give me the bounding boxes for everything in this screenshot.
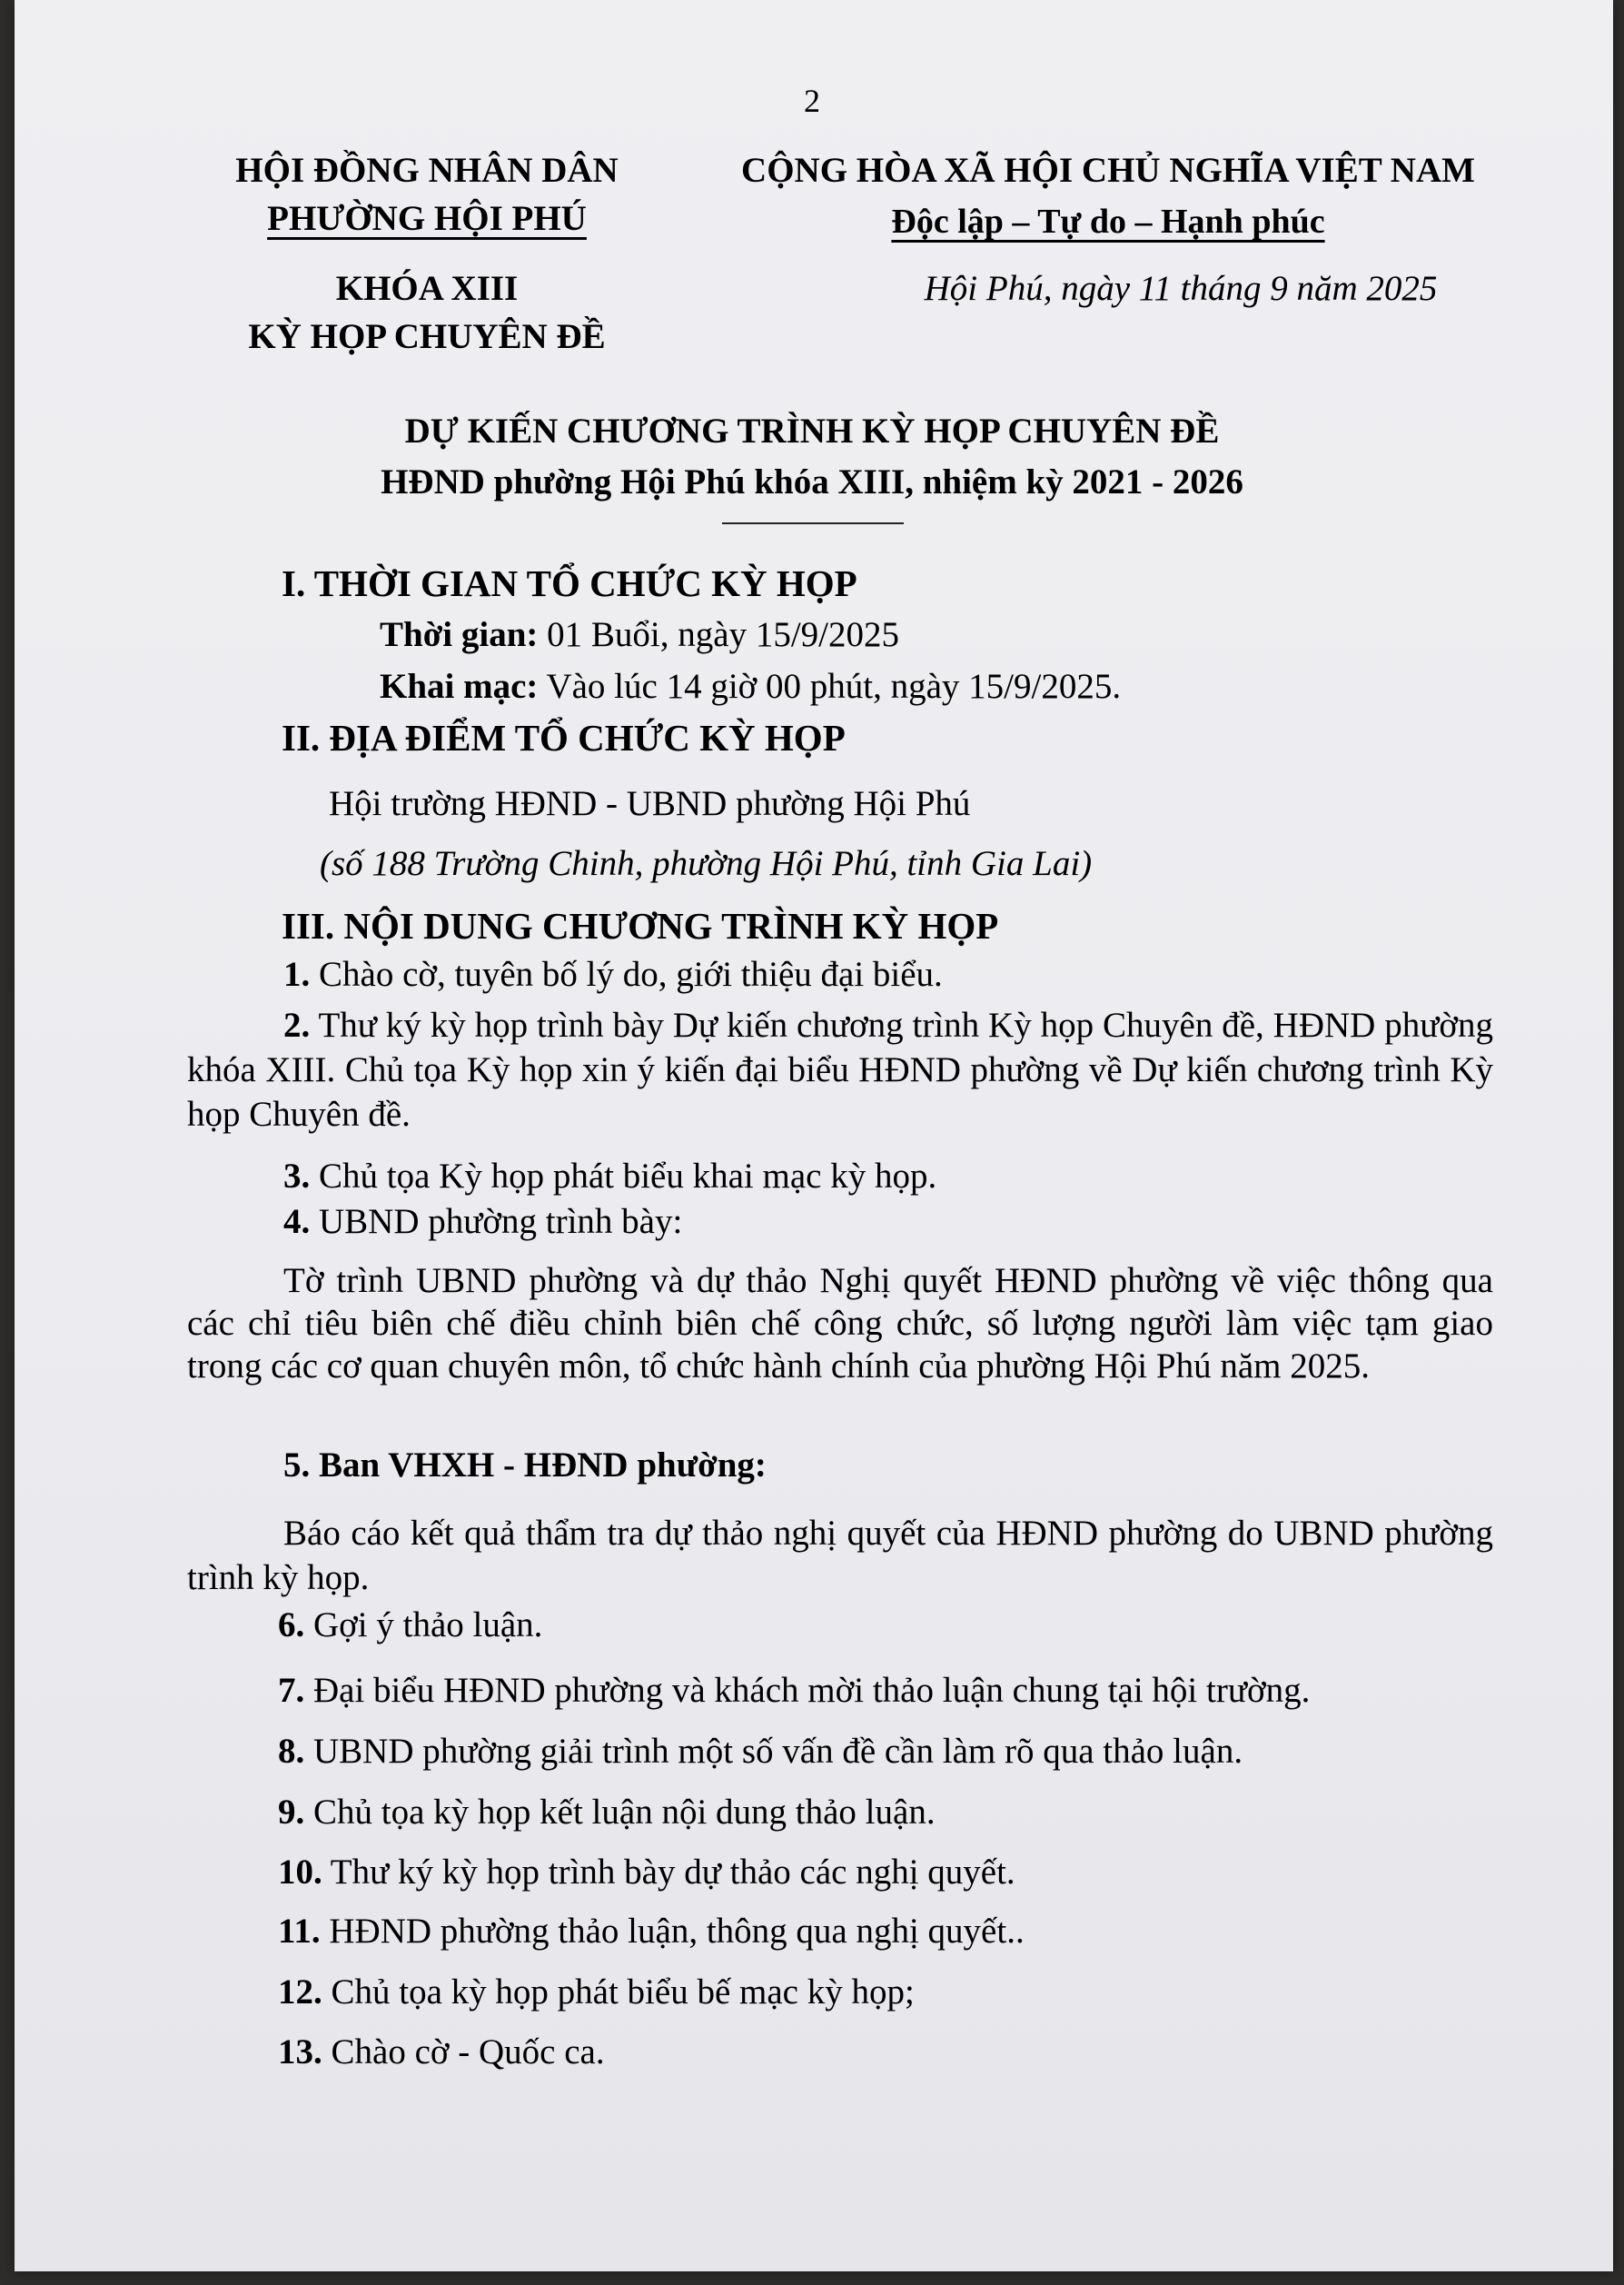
section-2-heading: II. ĐỊA ĐIỂM TỔ CHỨC KỲ HỌP	[282, 717, 846, 759]
venue: Hội trường HĐND - UBND phường Hội Phú	[329, 784, 971, 823]
country-name: CỘNG HÒA XÃ HỘI CHỦ NGHĨA VIỆT NAM	[741, 151, 1475, 190]
list-item: 13. Chào cờ - Quốc ca.	[278, 2032, 605, 2071]
meeting-time: Thời gian: 01 Buổi, ngày 15/9/2025	[380, 615, 899, 654]
list-item: 3. Chủ tọa Kỳ họp phát biểu khai mạc kỳ họp.	[283, 1157, 937, 1196]
list-item: 1. Chào cờ, tuyên bố lý do, giới thiệu đại biểu.	[283, 955, 943, 994]
list-item: 2. Thư ký kỳ họp trình bày Dự kiến chương trình Kỳ họp Chuyên đề, HĐND phường khóa XIII. Chủ tọa Kỳ họp xin ý kiến đại biểu HĐND phường về Dự kiến chương trình Kỳ họp Chuyên đề.	[187, 1006, 1494, 1134]
term-label: KHÓA XIII	[335, 269, 519, 308]
list-item: 4. UBND phường trình bày:	[283, 1202, 683, 1241]
list-item: 12. Chủ tọa kỳ họp phát biểu bế mạc kỳ họp;	[278, 1972, 915, 2012]
list-item: 7. Đại biểu HĐND phường và khách mời thảo luận chung tại hội trường.	[278, 1671, 1311, 1710]
list-item-detail: Tờ trình UBND phường và dự thảo Nghị quyết HĐND phường về việc thông qua các chỉ tiêu biên chế điều chỉnh biên chế công chức, số lượng người làm việc tạm giao trong các cơ quan chuyên môn, tổ chức hành chính của phường Hội Phú năm 2025.	[187, 1261, 1493, 1386]
document-subtitle: HĐND phường Hội Phú khóa XIII, nhiệm kỳ 2021 - 2026	[381, 462, 1243, 502]
opening-time: Khai mạc: Vào lúc 14 giờ 00 phút, ngày 15/9/2025.	[380, 667, 1122, 706]
document-title: DỰ KIẾN CHƯƠNG TRÌNH KỲ HỌP CHUYÊN ĐỀ	[404, 412, 1220, 451]
page-number: 2	[804, 83, 820, 119]
list-item: 8. UBND phường giải trình một số vấn đề cần làm rõ qua thảo luận.	[278, 1732, 1243, 1771]
section-1-heading: I. THỜI GIAN TỔ CHỨC KỲ HỌP	[282, 562, 857, 604]
list-item: 9. Chủ tọa kỳ họp kết luận nội dung thảo luận.	[278, 1793, 936, 1832]
title-divider	[722, 522, 904, 524]
session-type: KỲ HỌP CHUYÊN ĐỀ	[248, 317, 606, 356]
list-item: 6. Gợi ý thảo luận.	[278, 1605, 543, 1644]
list-item: 5. Ban VHXH - HĐND phường:	[283, 1446, 767, 1485]
list-item-detail: Báo cáo kết quả thẩm tra dự thảo nghị quyết của HĐND phường do UBND phường trình kỳ họp.	[187, 1514, 1493, 1597]
document-date: Hội Phú, ngày 11 tháng 9 năm 2025	[924, 269, 1438, 308]
council-name: HỘI ĐỒNG NHÂN DÂN	[235, 151, 619, 190]
venue-address: (số 188 Trường Chinh, phường Hội Phú, tỉnh Gia Lai)	[320, 844, 1093, 883]
ward-name: PHƯỜNG HỘI PHÚ	[267, 199, 587, 238]
list-item: 10. Thư ký kỳ họp trình bày dự thảo các nghị quyết.	[278, 1853, 1015, 1892]
section-3-heading: III. NỘI DUNG CHƯƠNG TRÌNH KỲ HỌP	[282, 905, 999, 947]
list-item: 11. HĐND phường thảo luận, thông qua nghị quyết..	[278, 1912, 1025, 1951]
motto: Độc lập – Tự do – Hạnh phúc	[891, 203, 1325, 241]
